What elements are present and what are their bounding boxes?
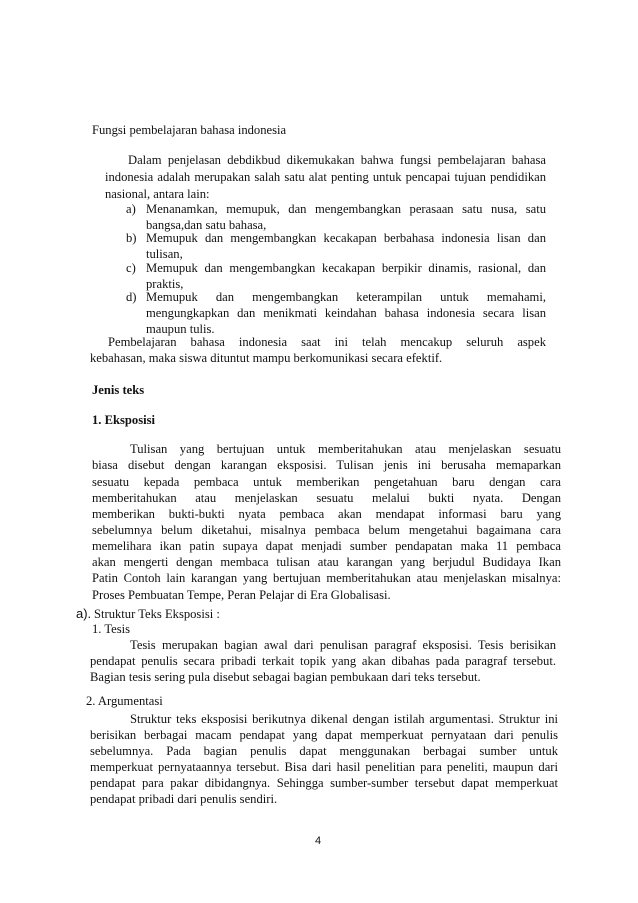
list-item-c-line-2: praktis, xyxy=(146,277,184,291)
argumentasi-line-6: pendapat pribadi dari penulis sendiri. xyxy=(90,792,278,806)
eksposisi-line-7: memelihara ikan patin supaya dapat menjadi sumber pendapatan maka 11 pembaca xyxy=(92,539,561,553)
list-item-c-line-1: Memupuk dan mengembangkan kecakapan berpikir dinamis, rasional, dan xyxy=(146,261,546,275)
eksposisi-line-6: sebelumnya belum diketahui, misalnya pembaca belum mengetahui bagaimana cara xyxy=(92,523,561,537)
subsection-title-eksposisi: 1. Eksposisi xyxy=(92,413,155,427)
heading-tesis: 1. Tesis xyxy=(92,622,131,636)
list-item-d-line-2: mengungkapkan dan menikmati keindahan bahasa indonesia secara lisan xyxy=(146,306,546,320)
section-marker-a: a). xyxy=(76,606,92,621)
list-item-d-line-3: maupun tulis. xyxy=(146,322,215,336)
section-title-fungsi: Fungsi pembelajaran bahasa indonesia xyxy=(92,123,287,137)
closing-line-2: kebahasan, maka siswa dituntut mampu berkomunikasi secara efektif. xyxy=(90,351,443,365)
argumentasi-line-4: memperkuat pernyataannya tersebut. Bisa dari hasil penelitian para peneliti, maupun dari xyxy=(90,760,558,774)
intro-line-1: Dalam penjelasan debdikbud dikemukakan bahwa fungsi pembelajaran bahasa xyxy=(128,153,546,167)
list-marker-c: c) xyxy=(126,261,136,275)
list-marker-d: d) xyxy=(126,290,137,304)
section-title-struktur: Struktur Teks Eksposisi : xyxy=(94,607,220,621)
argumentasi-line-3: sebelumnya. Pada bagian penulis dapat menggunakan berbagai sumber untuk xyxy=(90,744,558,758)
heading-argumentasi: 2. Argumentasi xyxy=(86,694,163,708)
list-item-a-line-1: Menanamkan, memupuk, dan mengembangkan perasaan satu nusa, satu xyxy=(146,202,546,216)
argumentasi-line-2: berisikan berbagai macam pendapat yang dapat memperkuat pernyataan dari penulis xyxy=(90,728,558,742)
eksposisi-line-5: memberikan bukti-bukti nyata pembaca akan mendapat informasi baru yang xyxy=(92,507,561,521)
tesis-line-3: Bagian tesis sering pula disebut sebagai bagian pembukaan dari teks tersebut. xyxy=(90,670,481,684)
tesis-line-1: Tesis merupakan bagian awal dari penulisan paragraf eksposisi. Tesis berisikan xyxy=(130,638,556,652)
eksposisi-line-8: akan mengerti dengan membaca tulisan atau karangan yang berjudul Budidaya Ikan xyxy=(92,555,561,569)
eksposisi-line-2: biasa disebut dengan karangan eksposisi. Tulisan jenis ini berusaha memaparkan xyxy=(92,458,561,472)
tesis-line-2: pendapat penulis secara pribadi terkait topik yang akan dibahas pada paragraf tersebut. xyxy=(90,654,556,668)
argumentasi-line-5: pendapat para pakar dibidangnya. Sehingga sumber-sumber tersebut dapat memperkuat xyxy=(90,776,558,790)
eksposisi-line-9: Patin Contoh lain karangan yang bertujuan memberitahukan atau menjelaskan misalnya: xyxy=(92,571,561,585)
section-title-jenis-teks: Jenis teks xyxy=(92,383,145,397)
eksposisi-line-3: sesuatu kepada pembaca untuk memberikan pengetahuan baru dengan cara xyxy=(92,475,561,489)
closing-line-1: Pembelajaran bahasa indonesia saat ini telah mencakup seluruh aspek xyxy=(108,335,546,349)
list-marker-b: b) xyxy=(126,231,137,245)
eksposisi-line-10: Proses Pembuatan Tempe, Peran Pelajar di Era Globalisasi. xyxy=(92,588,391,602)
list-item-b-line-2: tulisan, xyxy=(146,247,183,261)
intro-line-2: indonesia adalah merupakan salah satu alat penting untuk pencapai tujuan pendidikan xyxy=(105,170,546,184)
list-item-b-line-1: Memupuk dan mengembangkan kecakapan berbahasa indonesia lisan dan xyxy=(146,231,546,245)
eksposisi-line-1: Tulisan yang bertujuan untuk memberitahukan atau menjelaskan sesuatu xyxy=(130,442,561,456)
page-number: 4 xyxy=(315,835,322,847)
argumentasi-line-1: Struktur teks eksposisi berikutnya dikenal dengan istilah argumentasi. Struktur ini xyxy=(130,712,558,726)
eksposisi-line-4: memberitahukan atau menjelaskan sesuatu melalui bukti nyata. Dengan xyxy=(92,491,561,505)
list-item-a-line-2: bangsa,dan satu bahasa, xyxy=(146,218,267,232)
intro-line-3: nasional, antara lain: xyxy=(105,187,210,201)
list-marker-a: a) xyxy=(126,202,136,216)
list-item-d-line-1: Memupuk dan mengembangkan keterampilan untuk memahami, xyxy=(146,290,546,304)
